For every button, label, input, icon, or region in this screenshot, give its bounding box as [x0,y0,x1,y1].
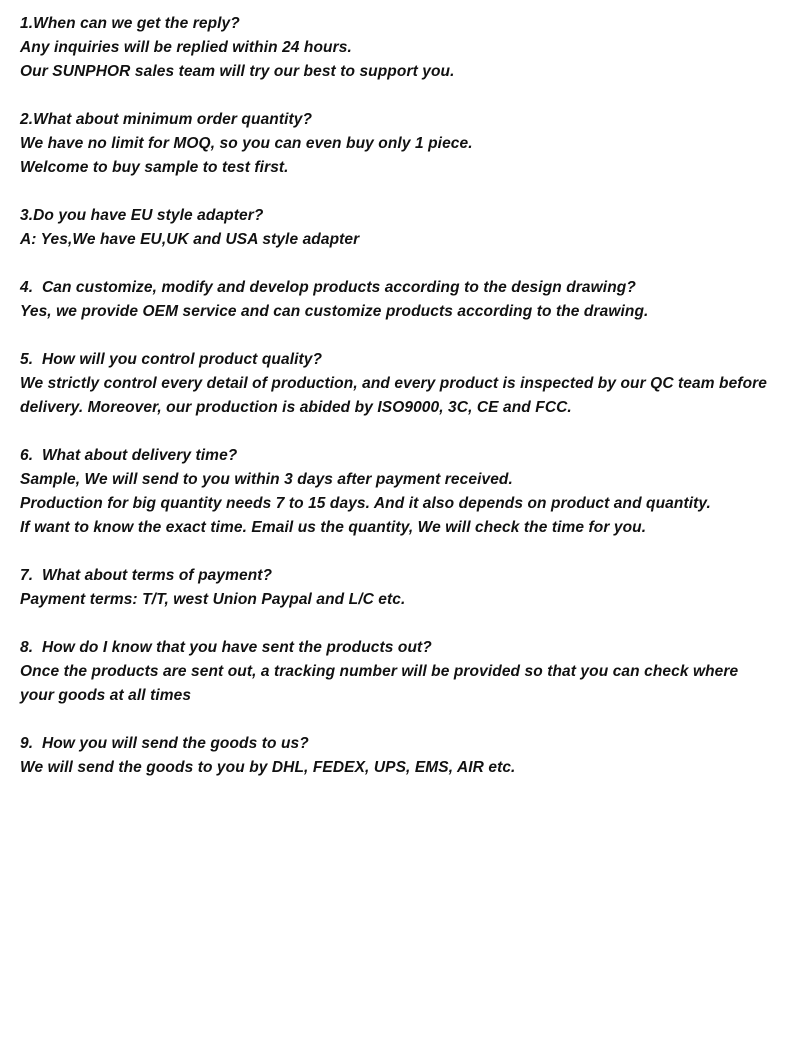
faq-answer-line: Sample, We will send to you within 3 days after payment received. [20,471,513,488]
faq-item-5 [20,348,772,420]
faq-question: 6. What about delivery time? [20,447,238,464]
faq-item-9 [20,732,772,780]
faq-item-8 [20,636,772,708]
faq-item-4 [20,276,772,324]
faq-item-3 [20,204,772,252]
faq-question: 7. What about terms of payment? [20,567,273,584]
faq-answer-line: If want to know the exact time. Email us the quantity, We will check the time for you. [20,519,647,536]
faq-item-7 [20,564,772,612]
faq-answer-line: Any inquiries will be replied within 24 hours. [20,39,352,56]
faq-item-6 [20,444,772,540]
faq-question: 8. How do I know that you have sent the products out? [20,639,432,656]
faq-answer-line: Welcome to buy sample to test first. [20,159,289,176]
faq-question: 4. Can customize, modify and develop products according to the design drawing? [20,279,636,296]
faq-answer-line: We have no limit for MOQ, so you can even buy only 1 piece. [20,135,473,152]
faq-answer-line: Once the products are sent out, a tracking number will be provided so that you can check where your goods at all times [20,663,743,704]
faq-answer-line: A: Yes,We have EU,UK and USA style adapter [20,231,360,248]
faq-question: 1.When can we get the reply? [20,15,240,32]
faq-answer-line: Our SUNPHOR sales team will try our best to support you. [20,63,455,80]
faq-question: 5. How will you control product quality? [20,351,323,368]
faq-item-2 [20,108,772,180]
faq-answer-line: We strictly control every detail of production, and every product is inspected by our QC team before delivery. Moreover, our production is abided by ISO9000, 3C, CE and FCC. [20,375,772,416]
faq-answer-line: Payment terms: T/T, west Union Paypal and L/C etc. [20,591,406,608]
faq-item-1 [20,12,772,84]
faq-answer-line: Yes, we provide OEM service and can customize products according to the drawing. [20,303,649,320]
faq-answer-line: We will send the goods to you by DHL, FEDEX, UPS, EMS, AIR etc. [20,759,516,776]
faq-question: 9. How you will send the goods to us? [20,735,309,752]
faq-question: 2.What about minimum order quantity? [20,111,313,128]
faq-answer-line: Production for big quantity needs 7 to 15 days. And it also depends on product and quantity. [20,495,711,512]
faq-question: 3.Do you have EU style adapter? [20,207,264,224]
